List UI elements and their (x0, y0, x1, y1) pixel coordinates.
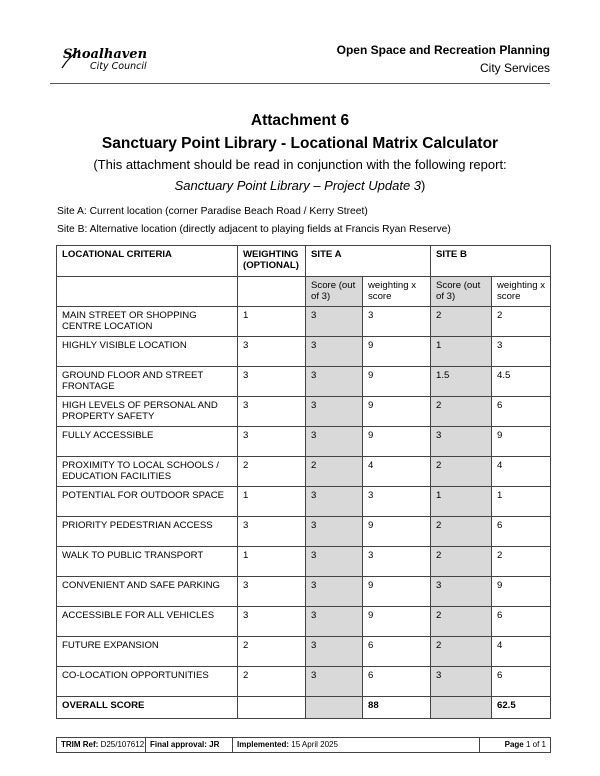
report-name: Sanctuary Point Library – Project Update 3 (174, 178, 422, 193)
site-b-weighted-cell: 4 (492, 457, 551, 487)
logo-name: Shoalhaven (63, 47, 148, 62)
table-row (57, 667, 551, 697)
site-a-weighted-cell: 6 (363, 637, 431, 667)
site-a-score-cell: 3 (306, 607, 363, 637)
criteria-cell: CONVENIENT AND SAFE PARKING (57, 577, 238, 607)
subheader-a-weighted: weighting x score (363, 277, 431, 307)
subheader-b-weighted: weighting x score (492, 277, 551, 307)
site-a-weighted-cell: 9 (363, 517, 431, 547)
weighting-cell: 3 (238, 397, 306, 427)
table-row (57, 607, 551, 637)
header-site-a: SITE A (306, 246, 431, 277)
implemented-label: Implemented: (237, 740, 290, 749)
site-b-score-cell: 2 (431, 517, 492, 547)
weighting-cell: 1 (238, 307, 306, 337)
final-approval (146, 738, 233, 753)
site-a-weighted-cell: 6 (363, 667, 431, 697)
weighting-cell: 3 (238, 517, 306, 547)
site-b-score-cell: 2 (431, 457, 492, 487)
site-b-score-cell: 3 (431, 577, 492, 607)
header-title: Open Space and Recreation Planning (336, 43, 550, 57)
site-a-score-cell: 3 (306, 337, 363, 367)
weighting-cell: 3 (238, 337, 306, 367)
site-b-score-cell: 3 (431, 667, 492, 697)
criteria-cell: GROUND FLOOR AND STREET FRONTAGE (57, 367, 238, 397)
site-a-weighted-cell: 3 (363, 307, 431, 337)
reading-note: (This attachment should be read in conjunction with the following report: (93, 157, 507, 172)
site-b-weighted-cell: 2 (492, 307, 551, 337)
header-right (337, 43, 550, 76)
table-row (57, 427, 551, 457)
note-close: ) (421, 178, 426, 193)
site-a-description: Site A: Current location (corner Paradise Beach Road / Kerry Street) (57, 206, 368, 217)
table-row (57, 487, 551, 517)
site-b-score-cell: 2 (431, 607, 492, 637)
site-b-weighted-cell: 9 (492, 577, 551, 607)
council-logo (58, 42, 158, 76)
site-b-weighted-cell: 6 (492, 607, 551, 637)
site-a-score-cell: 3 (306, 517, 363, 547)
locational-matrix-table (56, 245, 551, 719)
table-row (57, 397, 551, 427)
site-a-score-cell: 3 (306, 397, 363, 427)
site-b-weighted-cell: 9 (492, 427, 551, 457)
implemented-value: 15 April 2025 (291, 740, 338, 749)
weighting-cell: 3 (238, 427, 306, 457)
site-b-weighted-cell: 2 (492, 547, 551, 577)
overall-label: OVERALL SCORE (57, 697, 238, 719)
criteria-cell: HIGH LEVELS OF PERSONAL AND PROPERTY SAFETY (57, 397, 238, 427)
site-a-weighted-cell: 9 (363, 427, 431, 457)
site-b-score-cell: 1 (431, 487, 492, 517)
site-b-score-cell: 2 (431, 307, 492, 337)
page-value: 1 of 1 (525, 740, 546, 749)
header-criteria: LOCATIONAL CRITERIA (57, 246, 238, 277)
report-reference (0, 177, 600, 195)
site-b-weighted-cell: 6 (492, 397, 551, 427)
table-row (57, 547, 551, 577)
site-b-score-cell: 2 (431, 547, 492, 577)
site-a-score-cell: 3 (306, 577, 363, 607)
weighting-cell: 2 (238, 667, 306, 697)
subheader-b-score: Score (out of 3) (431, 277, 492, 307)
weighting-cell: 3 (238, 367, 306, 397)
site-a-weighted-cell: 4 (363, 457, 431, 487)
criteria-cell: POTENTIAL FOR OUTDOOR SPACE (57, 487, 238, 517)
title-block (0, 111, 600, 195)
subheader-blank (57, 277, 238, 307)
criteria-cell: MAIN STREET OR SHOPPING CENTRE LOCATION (57, 307, 238, 337)
site-a-score-cell: 3 (306, 427, 363, 457)
site-b-weighted-cell: 4.5 (492, 367, 551, 397)
site-a-weighted-cell: 9 (363, 367, 431, 397)
site-b-total: 62.5 (492, 697, 551, 719)
implemented (233, 738, 480, 753)
site-a-weighted-cell: 9 (363, 337, 431, 367)
table-header-row (57, 246, 551, 277)
table-row (57, 577, 551, 607)
overall-blank (238, 697, 306, 719)
criteria-cell: FUTURE EXPANSION (57, 637, 238, 667)
site-a-score-cell: 2 (306, 457, 363, 487)
weighting-cell: 1 (238, 487, 306, 517)
weighting-cell: 2 (238, 637, 306, 667)
site-b-score-cell: 3 (431, 427, 492, 457)
approval-text: Final approval: JR (150, 740, 220, 749)
weighting-cell: 3 (238, 607, 306, 637)
criteria-cell: CO-LOCATION OPPORTUNITIES (57, 667, 238, 697)
table-row (57, 367, 551, 397)
page-label: Page (504, 740, 524, 749)
page-number (480, 738, 551, 753)
site-b-score-cell: 1 (431, 337, 492, 367)
overall-score-row (57, 697, 551, 719)
site-b-weighted-cell: 1 (492, 487, 551, 517)
site-a-score-cell: 3 (306, 547, 363, 577)
trim-value: D25/107612 (100, 740, 145, 749)
table-subheader-row (57, 277, 551, 307)
site-a-score-cell: 3 (306, 667, 363, 697)
document-heading: Sanctuary Point Library - Locational Matrix Calculator (101, 135, 499, 152)
subheader-a-score: Score (out of 3) (306, 277, 363, 307)
weighting-cell: 2 (238, 457, 306, 487)
overall-blank (431, 697, 492, 719)
site-a-weighted-cell: 9 (363, 577, 431, 607)
subheader-blank (238, 277, 306, 307)
site-b-weighted-cell: 6 (492, 667, 551, 697)
site-b-weighted-cell: 4 (492, 637, 551, 667)
site-a-score-cell: 3 (306, 307, 363, 337)
criteria-cell: HIGHLY VISIBLE LOCATION (57, 337, 238, 367)
logo-sub: City Council (90, 61, 147, 72)
header-weighting: WEIGHTING (OPTIONAL) (238, 246, 306, 277)
site-b-score-cell: 2 (431, 637, 492, 667)
trim-label: TRIM Ref: (61, 740, 99, 749)
footer-row (57, 738, 551, 753)
criteria-cell: FULLY ACCESSIBLE (57, 427, 238, 457)
site-a-score-cell: 3 (306, 637, 363, 667)
table-row (57, 457, 551, 487)
site-b-weighted-cell: 3 (492, 337, 551, 367)
header-site-b: SITE B (431, 246, 551, 277)
criteria-cell: PROXIMITY TO LOCAL SCHOOLS / EDUCATION FACILITIES (57, 457, 238, 487)
site-b-score-cell: 2 (431, 397, 492, 427)
trim-ref (57, 738, 146, 753)
site-a-weighted-cell: 3 (363, 487, 431, 517)
table-row (57, 637, 551, 667)
criteria-cell: WALK TO PUBLIC TRANSPORT (57, 547, 238, 577)
site-a-score-cell: 3 (306, 487, 363, 517)
criteria-cell: ACCESSIBLE FOR ALL VEHICLES (57, 607, 238, 637)
site-b-score-cell: 1.5 (431, 367, 492, 397)
site-a-weighted-cell: 9 (363, 607, 431, 637)
site-b-weighted-cell: 6 (492, 517, 551, 547)
table-row (57, 337, 551, 367)
attachment-title: Attachment 6 (250, 112, 350, 129)
header-subtitle: City Services (479, 61, 550, 75)
site-b-description: Site B: Alternative location (directly adjacent to playing fields at Francis Ryan Reserve) (57, 224, 451, 235)
overall-blank (306, 697, 363, 719)
weighting-cell: 1 (238, 547, 306, 577)
site-a-total: 88 (363, 697, 431, 719)
criteria-cell: PRIORITY PEDESTRIAN ACCESS (57, 517, 238, 547)
site-a-score-cell: 3 (306, 367, 363, 397)
table-row (57, 517, 551, 547)
site-a-weighted-cell: 9 (363, 397, 431, 427)
header-divider (50, 83, 550, 84)
weighting-cell: 3 (238, 577, 306, 607)
table-row (57, 307, 551, 337)
site-a-weighted-cell: 3 (363, 547, 431, 577)
document-footer (56, 737, 551, 753)
